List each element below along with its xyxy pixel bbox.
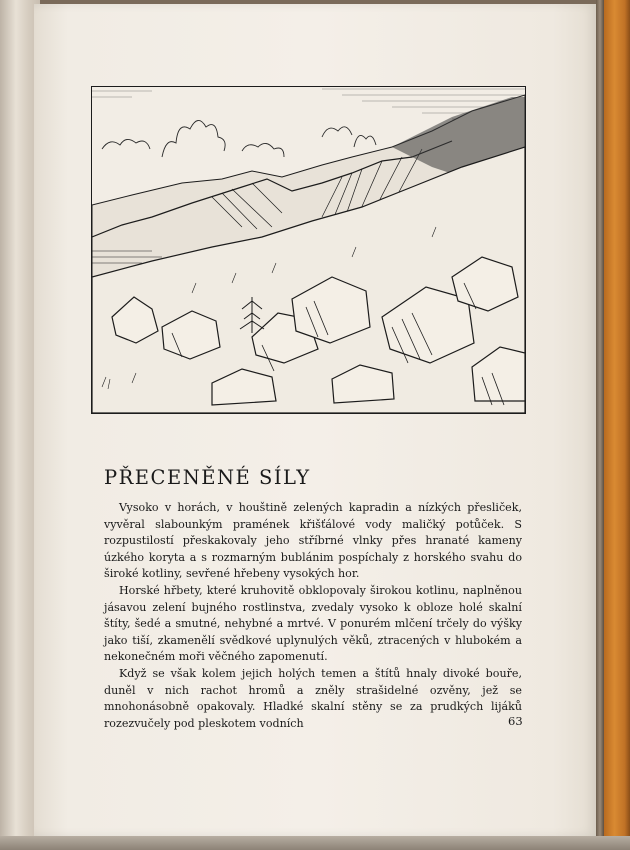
- paragraph: Když se však kolem jejich holých temen a štítů hnaly divoké bouře, duněl v nich rachot hromů a zněly strašidelné ozvěny, jež se mnohonásobně opakovaly. Hladké skalní stěny se za prudkých lijáků rozezvučely pod pleskotem vodních: [104, 666, 522, 730]
- paragraph: Horské hřbety, které kruhovitě obklopovaly širokou kotlinu, naplněnou jásavou zelení bujného rostlinstva, zvedaly vysoko k obloze holé skalní štíty, šedé a smutné, nehybné a mrtvé. V ponurém mlčení trčely do výšky jako tiší, zkamenělí svědkové uplynulých věků, ztracených v hlubokém a nekonečném moři věčného zapomenutí.: [104, 583, 522, 664]
- paragraph: Vysoko v horách, v houštině zelených kapradin a nízkých přesliček, vyvěral slabounkým pramének křišťálové vody maličký potůček. S rozpustilostí přeskakovaly jeho stříbrné vlnky přes hranaté kameny úzkého koryta a s rozmarným bublánim pospíchaly z horského svahu do široké kotliny, sevřené hřebeny vysokých hor.: [104, 501, 522, 581]
- page-bottom-shadow: [0, 836, 630, 850]
- page-edge: [596, 0, 604, 850]
- page-number: 63: [508, 714, 523, 728]
- chapter-title: PŘECENĚNÉ SÍLY: [104, 466, 311, 489]
- body-text: [104, 500, 522, 732]
- mountain-landscape-illustration: [91, 86, 526, 414]
- book-cover-edge: [604, 0, 630, 850]
